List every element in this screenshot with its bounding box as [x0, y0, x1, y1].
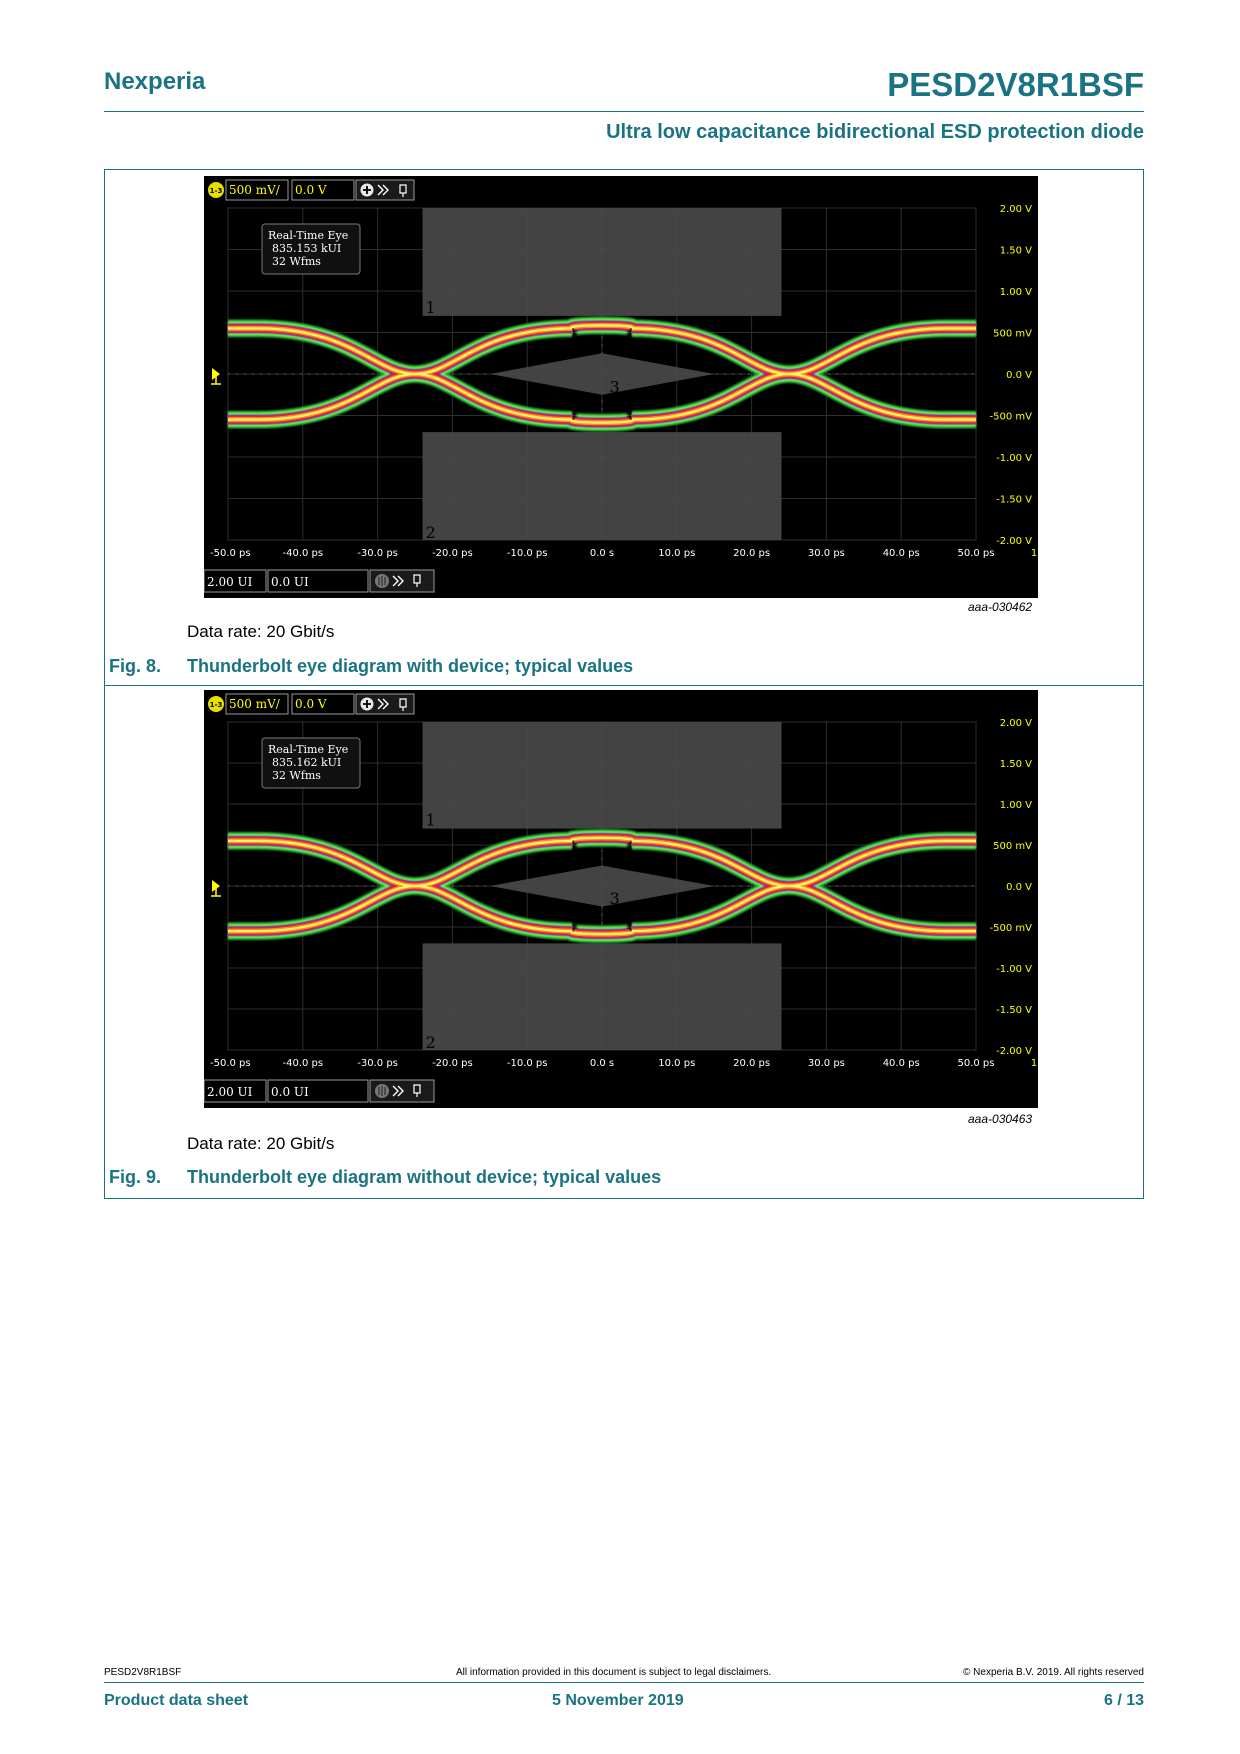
horizontal-offset-value: 0.0 UI: [271, 1085, 309, 1099]
part-number: PESD2V8R1BSF: [887, 66, 1144, 103]
y-tick-label: 500 mV: [993, 328, 1032, 340]
mask-label-2: 2: [425, 1033, 436, 1052]
eye-diagram-svg: [204, 176, 1038, 598]
vertical-scale-value: 500 mV/: [229, 183, 280, 197]
info-line: 835.153 kUI: [272, 242, 342, 255]
info-line: Real-Time Eye: [268, 229, 349, 242]
ground-marker-icon: [211, 880, 221, 896]
figure-8-title: Thunderbolt eye diagram with device; typical values: [187, 656, 634, 676]
mask-label-1: 1: [425, 810, 436, 830]
x-tick-label: 10.0 ps: [658, 1058, 696, 1069]
x-tick-label: 30.0 ps: [807, 548, 845, 559]
mask-label-1: 1: [425, 297, 436, 317]
x-tick-label: 40.0 ps: [882, 1058, 920, 1069]
mask-label-3: 3: [609, 889, 620, 909]
mask-2-rect: [422, 943, 781, 1050]
eye-diagram-with-device: [204, 176, 1038, 598]
y-tick-label: -2.00 V: [996, 536, 1032, 547]
y-tick-label: 2.00 V: [999, 204, 1032, 215]
x-tick-label: 50.0 ps: [957, 548, 995, 559]
right-edge-mark: 1: [1030, 1058, 1038, 1069]
vertical-offset-value: 0.0 V: [295, 697, 327, 711]
figure-9-number: Fig. 9.: [109, 1167, 162, 1187]
x-tick-label: 30.0 ps: [807, 1058, 845, 1069]
mask-label-3: 3: [609, 377, 620, 397]
y-tick-label: 1.50 V: [999, 759, 1032, 770]
x-tick-label: -50.0 ps: [210, 1058, 251, 1069]
y-tick-label: -500 mV: [989, 923, 1032, 934]
footer-date: 5 November 2019: [552, 1692, 684, 1709]
mask-1-rect: [422, 722, 781, 829]
vertical-offset-value: 0.0 V: [295, 183, 327, 197]
header-divider: [104, 111, 1144, 112]
vertical-scale-value: 500 mV/: [229, 697, 280, 711]
right-edge-mark: 1: [1030, 548, 1038, 559]
top-toolbar: [208, 180, 414, 200]
channel-badge-label: 1-3: [209, 701, 223, 709]
x-tick-label: 40.0 ps: [882, 548, 920, 559]
y-tick-label: 500 mV: [993, 841, 1032, 852]
x-tick-label: 10.0 ps: [658, 548, 696, 559]
y-tick-label: -2.00 V: [996, 1046, 1032, 1057]
horizontal-offset-value: 0.0 UI: [271, 575, 309, 589]
y-tick-label: -1.50 V: [996, 494, 1032, 506]
mask-2-rect: [422, 432, 781, 540]
x-tick-label: -10.0 ps: [506, 1058, 548, 1069]
x-tick-label: -20.0 ps: [432, 1058, 473, 1069]
eye-diagram-svg: [204, 690, 1038, 1108]
info-line: 835.162 kUI: [272, 756, 342, 769]
figure-8-data-rate: Data rate: 20 Gbit/s: [187, 622, 335, 641]
y-tick-label: 1.00 V: [999, 287, 1032, 298]
mask-1-rect: [422, 208, 781, 316]
x-tick-label: -40.0 ps: [282, 548, 324, 559]
x-tick-label: -30.0 ps: [357, 1058, 398, 1069]
y-tick-label: -1.00 V: [996, 453, 1032, 464]
mask-label-2: 2: [425, 523, 436, 542]
x-tick-label: -10.0 ps: [506, 548, 548, 559]
ground-marker-icon: [211, 368, 221, 384]
x-tick-label: 20.0 ps: [733, 1058, 771, 1069]
info-line: Real-Time Eye: [268, 743, 349, 756]
figure-9-data-rate: Data rate: 20 Gbit/s: [187, 1134, 335, 1153]
channel-badge-label: 1-3: [209, 187, 223, 195]
figure-8-number: Fig. 8.: [109, 656, 162, 676]
figure-8-code: aaa-030462: [968, 600, 1033, 614]
horizontal-scale-value: 2.00 UI: [207, 575, 253, 589]
footer-doc-id: PESD2V8R1BSF: [104, 1667, 182, 1678]
y-tick-label: 1.00 V: [999, 800, 1032, 811]
y-tick-label: 0.0 V: [1006, 882, 1032, 893]
top-toolbar: [208, 694, 414, 714]
footer-divider: [104, 1682, 1144, 1683]
footer-doc-type: Product data sheet: [104, 1692, 249, 1709]
x-tick-label: -20.0 ps: [432, 548, 473, 559]
x-tick-label: 20.0 ps: [733, 548, 771, 559]
info-line: 32 Wfms: [272, 255, 321, 268]
y-tick-label: 2.00 V: [999, 718, 1032, 729]
horizontal-scale-value: 2.00 UI: [207, 1085, 253, 1099]
eye-diagram-without-device: [204, 690, 1038, 1108]
x-tick-label: -50.0 ps: [210, 548, 251, 559]
x-tick-label: 50.0 ps: [957, 1058, 995, 1069]
info-line: 32 Wfms: [272, 769, 321, 782]
x-tick-label: 0.0 s: [589, 548, 615, 559]
footer-page: 6 / 13: [1103, 1692, 1144, 1709]
x-tick-label: -30.0 ps: [357, 548, 398, 559]
footer-copyright: © Nexperia B.V. 2019. All rights reserved: [963, 1667, 1144, 1678]
figure-9-code: aaa-030463: [968, 1112, 1033, 1126]
footer-disclaimer: All information provided in this document is subject to legal disclaimers.: [456, 1667, 772, 1678]
bottom-toolbar: [204, 1080, 434, 1102]
figure-9-title: Thunderbolt eye diagram without device; typical values: [187, 1167, 662, 1187]
x-tick-label: -40.0 ps: [282, 1058, 324, 1069]
y-tick-label: 0.0 V: [1006, 370, 1032, 381]
company-name: Nexperia: [104, 68, 206, 95]
x-tick-label: 0.0 s: [589, 1058, 615, 1069]
y-tick-label: -1.50 V: [996, 1005, 1032, 1016]
document-subtitle: Ultra low capacitance bidirectional ESD protection diode: [606, 121, 1144, 143]
y-tick-label: -1.00 V: [996, 964, 1032, 975]
y-tick-label: -500 mV: [989, 411, 1032, 423]
bottom-toolbar: [204, 570, 434, 592]
y-tick-label: 1.50 V: [999, 245, 1032, 257]
